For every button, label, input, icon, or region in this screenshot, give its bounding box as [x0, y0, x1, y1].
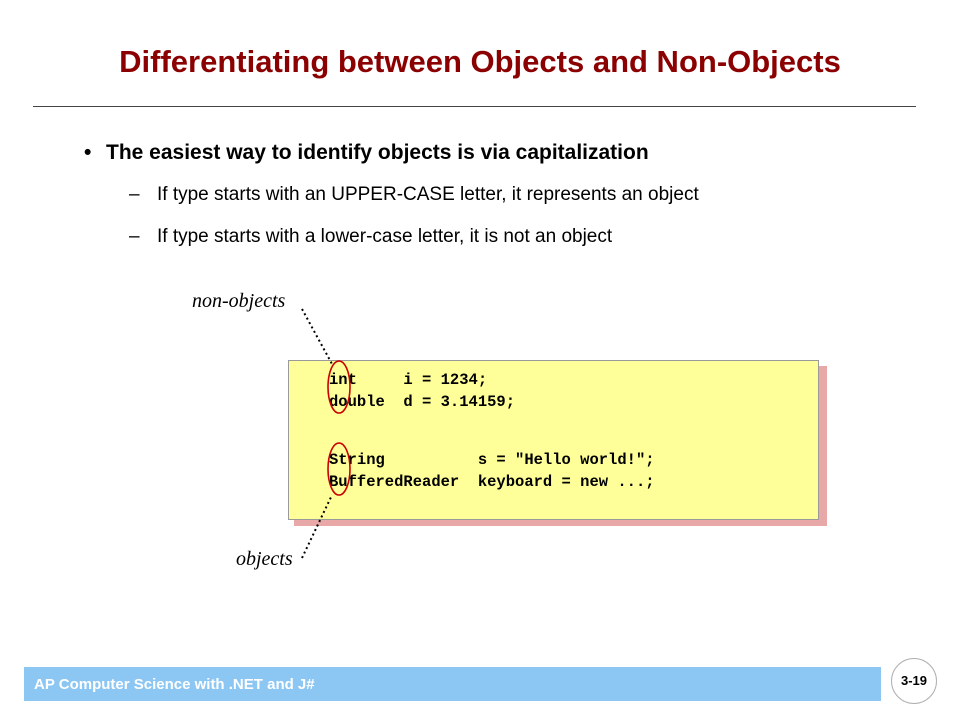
- page-number-badge: 3-19: [891, 658, 937, 704]
- non-objects-pointer: [302, 309, 332, 364]
- slide-title: Differentiating between Objects and Non-Objects: [119, 44, 841, 79]
- footer-text: AP Computer Science with .NET and J#: [34, 676, 315, 693]
- bullet-mark: •: [84, 141, 92, 164]
- non-objects-label: non-objects: [192, 290, 286, 312]
- objects-pointer: [302, 495, 332, 558]
- code-line: int i = 1234;: [329, 371, 488, 389]
- code-line: String s = "Hello world!";: [329, 451, 655, 469]
- main-bullet-text: The easiest way to identify objects is via capitalization: [106, 141, 649, 164]
- dash-mark: –: [129, 226, 140, 247]
- sub-bullet-text: If type starts with a lower-case letter, it is not an object: [157, 226, 613, 247]
- non-objects-circle: [328, 361, 350, 413]
- objects-label: objects: [236, 548, 293, 570]
- dash-mark: –: [129, 184, 140, 205]
- footer-bar: [24, 667, 881, 701]
- sub-bullet-text: If type starts with an UPPER-CASE letter, it represents an object: [157, 184, 699, 205]
- objects-circle: [328, 443, 350, 495]
- code-line: double d = 3.14159;: [329, 393, 516, 411]
- code-line: BufferedReader keyboard = new ...;: [329, 473, 655, 491]
